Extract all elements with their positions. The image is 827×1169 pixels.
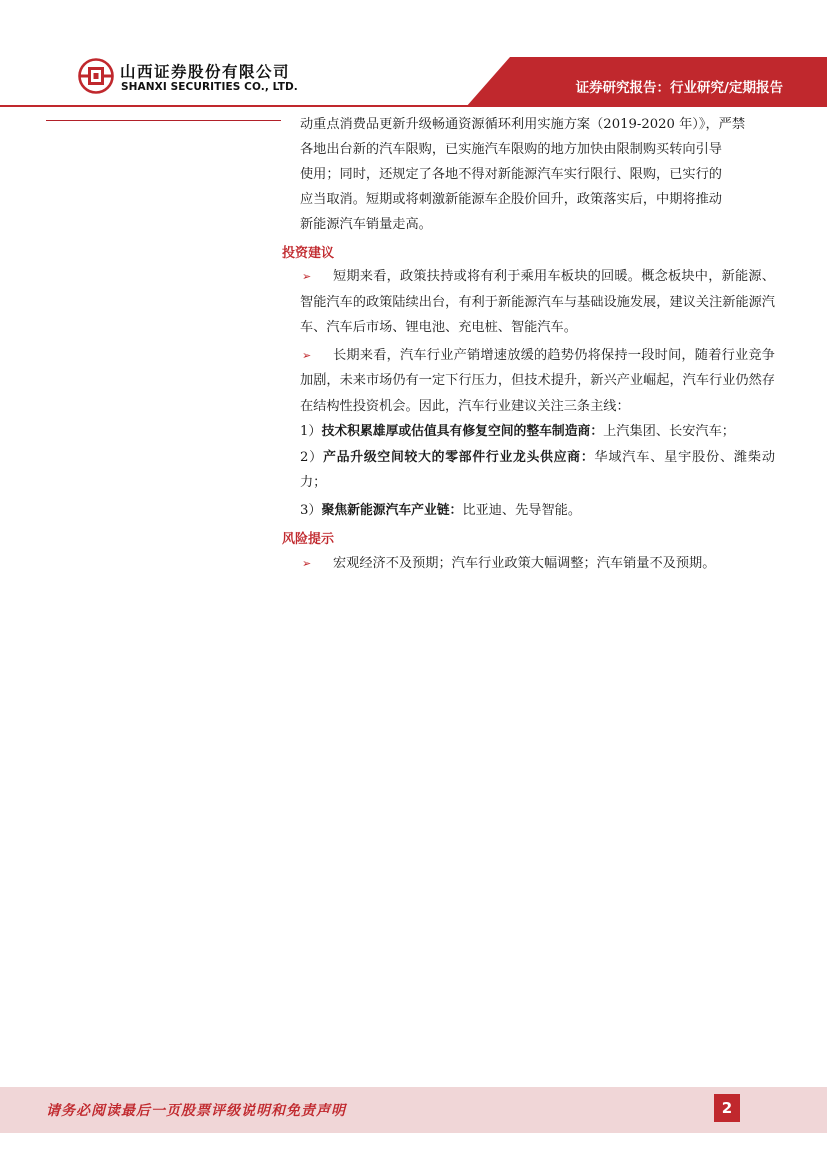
bullet-arrow-icon: ➢ — [302, 557, 312, 570]
bullet-text: 短期来看，政策扶持或将有利于乘用车板块的回暖。概念板块中，新能源、智能汽车的政策陆续出台，有利于新能源汽车与基础设施发展，建议关注新能源汽车、汽车后市场、锂电池、充电桩、智能汽车。 — [300, 269, 775, 335]
intro-line: 应当取消。短期或将刺激新能源车企股价回升，政策落实后，中期将推动 — [300, 192, 722, 207]
mainline-item-3 — [300, 498, 775, 524]
bullet-arrow-icon: ➢ — [302, 348, 312, 362]
bullet-text: 长期来看，汽车行业产销增速放缓的趋势仍将保持一段时间，随着行业竞争加剧，未来市场仍有一定下行压力，但技术提升，新兴产业崛起，汽车行业仍然存在结构性投资机会。因此，汽车行业建议关注三条主线： — [300, 347, 775, 414]
bullet-text: 宏观经济不及预期；汽车行业政策大幅调整；汽车销量不及预期。 — [333, 556, 716, 571]
intro-line: 新能源汽车销量走高。 — [300, 217, 432, 232]
investment-bullet-long-term — [300, 343, 775, 420]
company-name-cn: 山西证券股份有限公司 — [120, 63, 291, 81]
company-name-en: SHANXI SECURITIES CO., LTD. — [121, 81, 298, 93]
header-left-rule — [46, 120, 281, 121]
page-number: 2 — [714, 1094, 740, 1122]
item-bold-label: 聚焦新能源汽车产业链： — [321, 502, 463, 518]
intro-line: 各地出台新的汽车限购，已实施汽车限购的地方加快由限制购买转向引导 — [300, 142, 722, 157]
mainline-item-1 — [300, 419, 775, 445]
risk-bullet — [300, 551, 775, 577]
risk-body — [300, 551, 775, 577]
mainline-item-2 — [300, 445, 775, 496]
footer-disclaimer: 请务必阅读最后一页股票评级说明和免责声明 — [46, 1103, 346, 1119]
page-header — [0, 0, 827, 110]
intro-line: 使用；同时，还规定了各地不得对新能源汽车实行限行、限购，已实行的 — [300, 167, 722, 182]
investment-body — [300, 264, 775, 523]
investment-bullet-short-term — [300, 264, 775, 341]
item-text: 华域汽车、星宇股份、潍柴动力； — [300, 449, 776, 490]
section-title-investment: 投资建议 — [282, 246, 335, 261]
section-title-risk: 风险提示 — [282, 532, 335, 547]
report-type-title: 证券研究报告：行业研究/定期报告 — [575, 80, 783, 96]
item-number: 1） — [300, 424, 322, 439]
item-number: 3） — [300, 502, 322, 518]
item-bold-label: 技术积累雄厚或估值具有修复空间的整车制造商： — [321, 424, 604, 439]
intro-line: 动重点消费品更新升级畅通资源循环利用实施方案（2019-2020 年）》，严禁 — [300, 117, 746, 132]
bullet-arrow-icon: ➢ — [302, 270, 312, 283]
item-bold-label: 产品升级空间较大的零部件行业龙头供应商： — [323, 449, 595, 465]
item-text: 上汽集团、长安汽车； — [603, 424, 735, 439]
intro-paragraph — [300, 112, 775, 237]
item-number: 2） — [300, 449, 324, 465]
item-text: 比亚迪、先导智能。 — [462, 502, 582, 518]
